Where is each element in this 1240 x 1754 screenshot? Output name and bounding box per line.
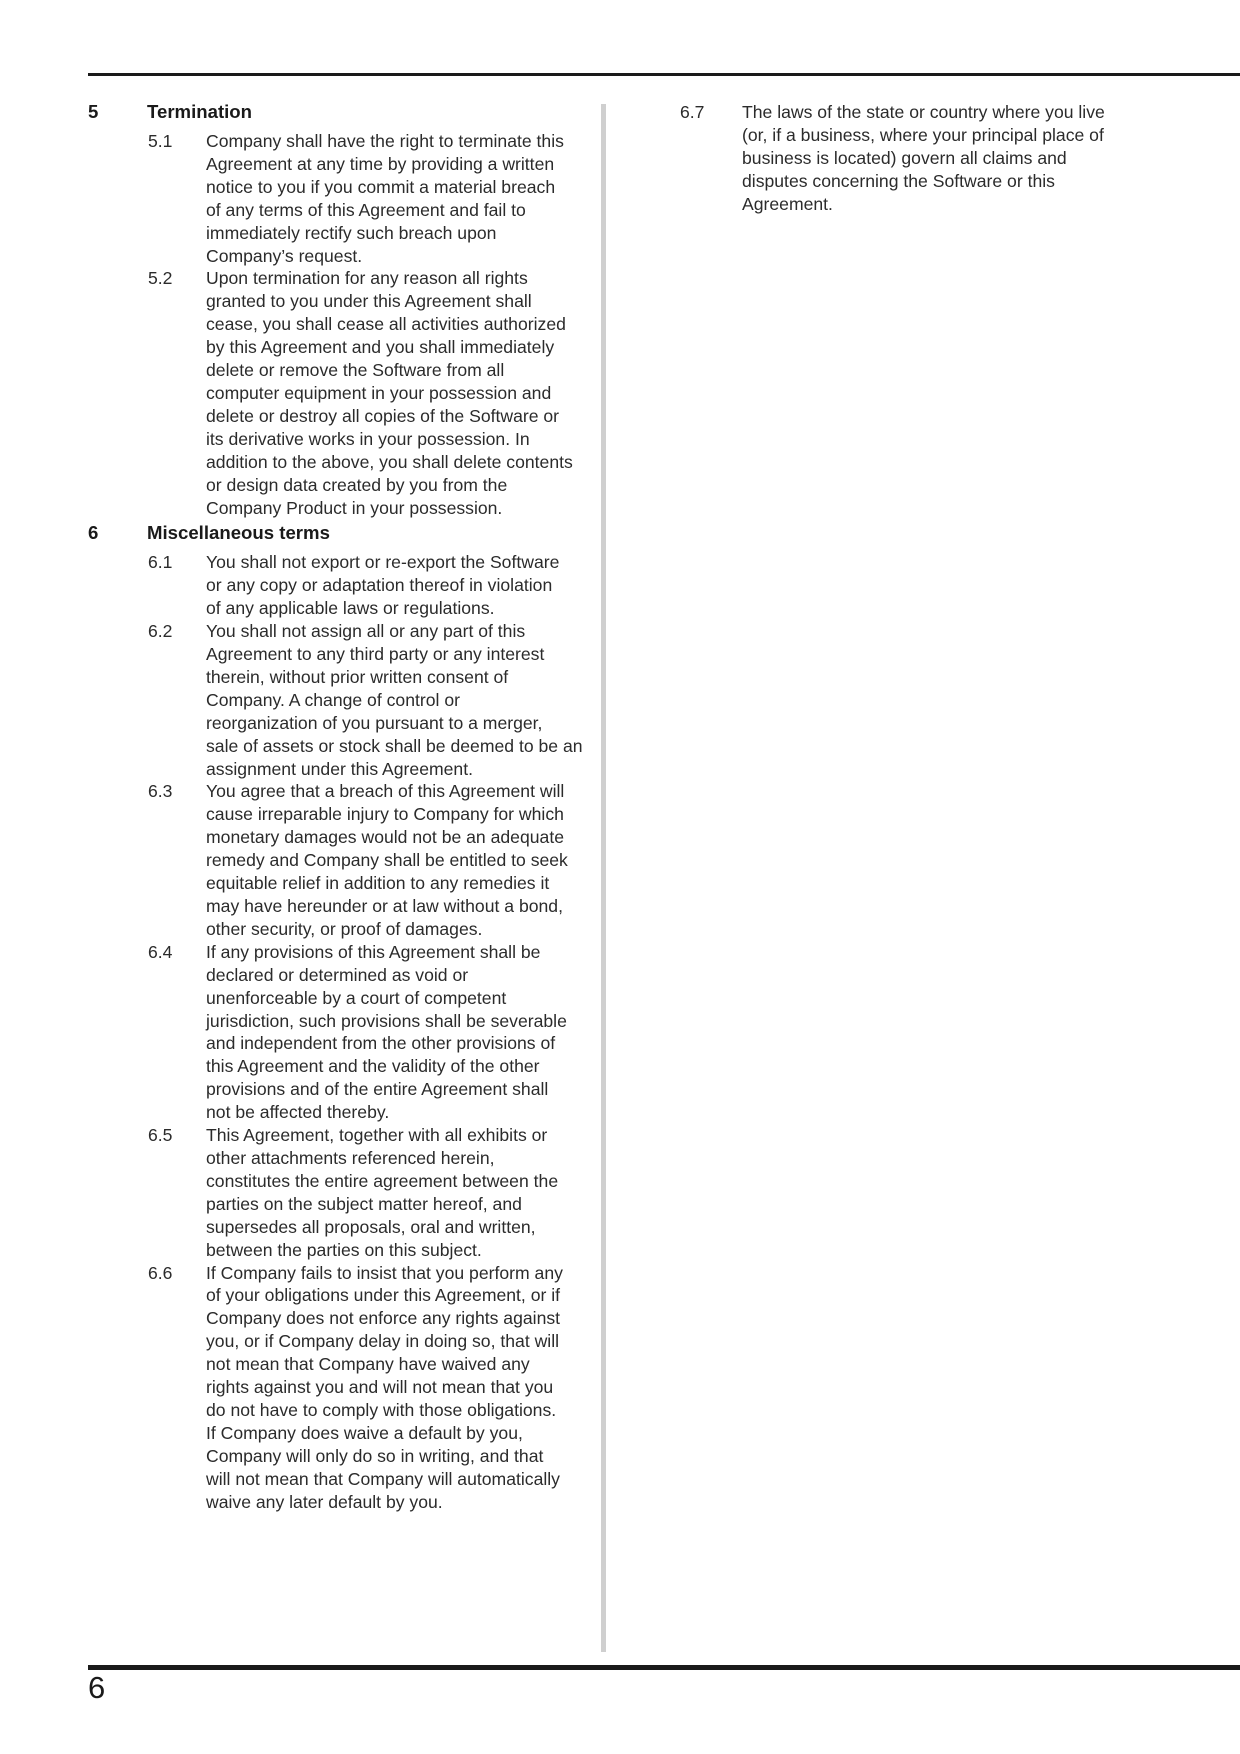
clause-line: jurisdiction, such provisions shall be severable [206,1010,567,1031]
clause-line: will not mean that Company will automatically [206,1468,560,1489]
clause-number: 6.4 [148,941,173,962]
section-number: 6 [88,522,99,544]
clause-line: parties on the subject matter hereof, and [206,1193,522,1214]
clause-number: 5.1 [148,131,173,151]
clause-line: notice to you if you commit a material breach [206,176,556,197]
clause-line: waive any later default by you. [206,1491,443,1512]
clause-line: rights against you and will not mean that you [206,1377,554,1398]
clause-line: Agreement. [742,193,833,214]
clause-5-1 [88,130,588,267]
clause-line: may have hereunder or at law without a bond, [206,896,563,916]
clause-line: This Agreement, together with all exhibits or [206,1125,548,1146]
clause-line: Agreement to any third party or any interest [206,644,545,665]
clause-line: granted to you under this Agreement shall [206,291,532,312]
clause-line: disputes concerning the Software or this [742,170,1055,191]
clause-line: assignment under this Agreement. [206,758,473,779]
clause-line: remedy and Company shall be entitled to seek [206,850,568,871]
clause-6-6 [88,1262,588,1514]
clause-line: sale of assets or stock shall be deemed to be an [206,735,583,756]
clause-line: of any terms of this Agreement and fail to [206,199,526,220]
clause-line: Company Product in your possession. [206,497,503,518]
clause-line: other attachments referenced herein, [206,1147,495,1168]
section-5-clauses [88,130,588,519]
clause-line: provisions and of the entire Agreement shall [206,1079,549,1100]
clause-6-7 [680,101,1120,216]
clause-line: Company shall have the right to terminate this [206,131,564,151]
clause-line: not be affected thereby. [206,1102,390,1123]
clause-line: If any provisions of this Agreement shall be [206,941,541,962]
clause-line: Upon termination for any reason all rights [206,268,528,289]
clause-line: therein, without prior written consent of [206,666,509,687]
clause-6-4 [88,941,588,1124]
clause-number: 6.5 [148,1125,173,1146]
clause-line: cease, you shall cease all activities authorized [206,314,566,335]
clause-line: unenforceable by a court of competent [206,987,507,1008]
clause-6-1 [88,551,588,620]
clause-5-2 [88,267,588,519]
clause-line: constitutes the entire agreement between the [206,1170,559,1191]
clause-line: reorganization of you pursuant to a merger, [206,712,543,733]
clause-line: of any applicable laws or regulations. [206,598,495,619]
clause-line: business is located) govern all claims and [742,147,1067,168]
clause-6-2 [88,620,588,780]
clause-line: cause irreparable injury to Company for which [206,804,564,825]
clause-line: immediately rectify such breach upon [206,222,497,243]
clause-line: If Company does waive a default by you, [206,1422,523,1443]
clause-line: supersedes all proposals, oral and written, [206,1216,536,1237]
clause-line: and independent from the other provisions of [206,1033,556,1054]
left-column [88,101,588,1513]
clause-line: Company. A change of control or [206,689,460,710]
clause-number: 6.3 [148,781,173,802]
right-column [680,101,1120,216]
clause-line: Company does not enforce any rights against [206,1308,561,1329]
section-title: Miscellaneous terms [147,522,330,544]
clause-line: delete or remove the Software from all [206,360,505,381]
column-divider [601,104,606,1652]
clause-number: 6.2 [148,621,173,642]
clause-line: Company’s request. [206,245,363,266]
clause-line: addition to the above, you shall delete contents [206,451,573,472]
clause-line: this Agreement and the validity of the other [206,1056,540,1077]
clause-line: or design data created by you from the [206,474,508,495]
clause-number: 6.6 [148,1262,173,1283]
bottom-rule [88,1665,1240,1670]
section-title: Termination [147,101,253,122]
clause-line: computer equipment in your possession and [206,382,552,403]
clause-line: monetary damages would not be an adequate [206,827,564,848]
section-heading [88,522,588,551]
clause-line: do not have to comply with those obligations. [206,1399,557,1420]
clause-line: between the parties on this subject. [206,1239,482,1260]
clause-6-5 [88,1124,588,1261]
clause-line: of your obligations under this Agreement, or if [206,1285,561,1306]
clause-line: or any copy or adaptation thereof in violation [206,575,553,596]
clause-line: not mean that Company have waived any [206,1354,530,1375]
clause-line: The laws of the state or country where you live [742,102,1105,122]
section-number: 5 [88,101,99,122]
clause-line: delete or destroy all copies of the Software or [206,405,560,426]
clause-line: declared or determined as void or [206,964,469,985]
clause-line: by this Agreement and you shall immediately [206,337,555,358]
section-heading [88,101,588,130]
clause-line: (or, if a business, where your principal place of [742,124,1104,145]
clause-number: 6.7 [680,102,705,122]
top-rule [88,73,1240,76]
clause-line: You shall not export or re-export the Software [206,552,560,573]
clause-line: If Company fails to insist that you perform any [206,1262,563,1283]
clause-line: You agree that a breach of this Agreement will [206,781,565,802]
clause-line: Agreement at any time by providing a written [206,153,555,174]
section-6-continued-clauses [680,101,1120,216]
clause-line: its derivative works in your possession. In [206,428,530,449]
clause-line: equitable relief in addition to any remedies it [206,873,550,894]
clause-line: other security, or proof of damages. [206,918,483,939]
clause-line: you, or if Company delay in doing so, that will [206,1331,560,1352]
clause-number: 6.1 [148,552,173,573]
clause-number: 5.2 [148,268,173,289]
section-6-clauses [88,551,588,1513]
page-number: 6 [88,1670,106,1705]
clause-line: You shall not assign all or any part of this [206,621,526,642]
clause-line: Company will only do so in writing, and that [206,1445,544,1466]
clause-6-3 [88,780,588,940]
